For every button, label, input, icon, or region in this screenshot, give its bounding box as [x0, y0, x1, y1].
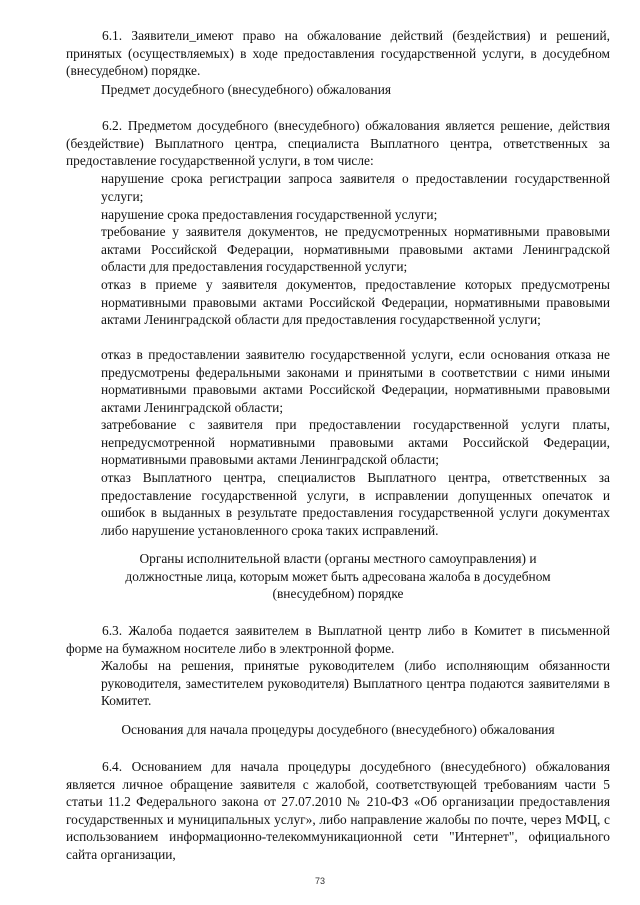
- list-item: отказ Выплатного центра, специалистов Выплатного центра, ответственных за предоставление государственной услуги, в исправлении допущенных опечаток и ошибок в выданных в результате предоставления государственной услуги документах либо нарушение установленного срока таких исправлений.: [101, 470, 610, 538]
- page-number: 73: [314, 876, 325, 886]
- list-item: нарушение срока регистрации запроса заявителя о предоставлении государственной услуги;: [101, 171, 610, 204]
- paragraph-6-3: 6.3. Жалоба подается заявителем в Выплатной центр либо в Комитет в письменной форме на бумажном носителе либо в электронной форме.: [66, 623, 610, 656]
- paragraph-6-4: 6.4. Основанием для начала процедуры досудебного (внесудебного) обжалования является личное обращение заявителя с жалобой, соответствующей требованиям части 5 статьи 11.2 Федерального закона от 27.07.2010 № 210-ФЗ «Об организации предоставления государственных и муниципальных услуг», либо направление жалобы по почте, через МФЦ, с использованием информационно-телекоммуникационной сети "Интернет", официального сайта организации,: [66, 759, 610, 862]
- paragraph-6-1: 6.1. Заявители_имеют право на обжалование действий (бездействия) и решений, принятых (осуществляемых) в ходе предоставления государственной услуги, в досудебном (внесудебном) порядке.: [66, 28, 610, 79]
- list-item: отказ в предоставлении заявителю государственной услуги, если основания отказа не предусмотрены федеральными законами и принятыми в соответствии с ними иными нормативными правовыми актами Российской Федерации, нормативными правовыми актами Ленинградской области;: [101, 347, 610, 415]
- heading-grounds: Основания для начала процедуры досудебного (внесудебного) обжалования: [121, 722, 555, 737]
- heading-subject: Предмет досудебного (внесудебного) обжалования: [101, 82, 392, 97]
- list-item: отказ в приеме у заявителя документов, предоставление которых предусмотрены нормативными правовыми актами Российской Федерации, нормативными правовыми актами Ленинградской области для предоставления государственной услуги;: [101, 277, 610, 328]
- list-item: нарушение срока предоставления государственной услуги;: [101, 207, 438, 222]
- list-item: требование у заявителя документов, не предусмотренных нормативными правовыми актами Российской Федерации, нормативными правовыми актами Ленинградской области для предоставления государственной услуги;: [101, 224, 610, 275]
- paragraph-6-2: 6.2. Предметом досудебного (внесудебного) обжалования является решение, действия (бездействие) Выплатного центра, специалиста Выплатного центра, ответственных за предоставление государственной услуги, в том числе:: [66, 118, 610, 169]
- list-item: затребование с заявителя при предоставлении государственной услуги платы, непредусмотренной нормативными правовыми актами Российской Федерации, нормативными правовыми актами Ленинградской области;: [101, 417, 610, 468]
- paragraph-6-3-complaints: Жалобы на решения, принятые руководителем (либо исполняющим обязанности руководителя, заместителем руководителя) Выплатного центра подаются заявителями в Комитет.: [101, 658, 610, 709]
- heading-organs: Органы исполнительной власти (органы местного самоуправления) и должностные лица, которым может быть адресована жалоба в досудебном (внесудебном) порядке: [125, 551, 551, 602]
